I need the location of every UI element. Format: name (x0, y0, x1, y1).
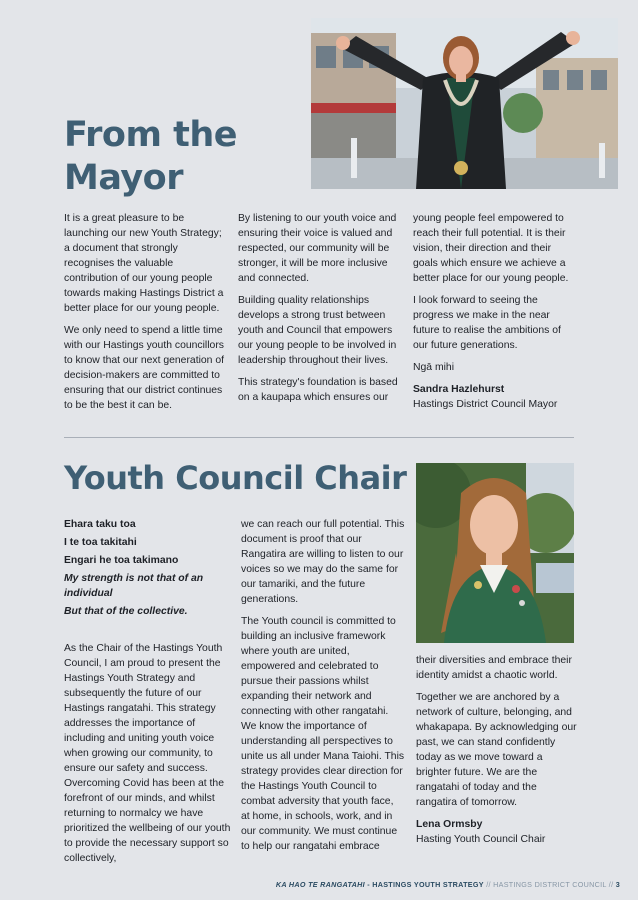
page-number: 3 (615, 880, 620, 889)
youth-paragraph: As the Chair of the Hastings Youth Council, I am proud to present the Hastings Youth Strategy and subsequently the future of our Hastings rangatahi. This strategy addresses the importance of including and uniting youth voice when growing our community, to ensure our safety and success. Overcoming Covid has been at the forefront of our minds, and whilst returning to normalcy we have prioritized the wellbeing of our youth to provide the necessary support so collectively, (64, 643, 231, 864)
proverb-line: Ehara taku toa (64, 519, 136, 530)
translation-line: But that of the collective. (64, 606, 188, 617)
mayor-column-3 (413, 211, 578, 412)
footer-strategy-subtitle: - HASTINGS YOUTH STRATEGY (367, 880, 484, 889)
mayor-photo (311, 18, 618, 189)
mayor-paragraph: This strategy's foundation is based on a kaupapa which ensures our (238, 377, 398, 403)
footer-separator: // (486, 880, 491, 889)
proverb-block (64, 517, 236, 619)
youth-paragraph: their diversities and embrace their identity amidst a chaotic world. (416, 655, 572, 681)
proverb-line: I te toa takitahi (64, 537, 137, 548)
translation-line: My strength is not that of an individual (64, 573, 204, 599)
footer-council-name: HASTINGS DISTRICT COUNCIL (493, 880, 607, 889)
page-footer (276, 880, 620, 889)
mayor-signoff: Ngā mihi (413, 362, 454, 373)
mayor-column-1 (64, 211, 228, 420)
section-divider (64, 437, 574, 438)
footer-separator: // (608, 880, 614, 889)
mayor-heading-line2: Mayor (64, 158, 183, 198)
footer-strategy-name: KA HAO TE RANGATAHI (275, 880, 365, 889)
youth-column-3 (416, 653, 578, 847)
mayor-paragraph: young people feel empowered to reach their full potential. It is their vision, their direction and their goals which ensure we achieve a better place for our young people. (413, 213, 569, 284)
mayor-paragraph: It is a great pleasure to be launching our new Youth Strategy; a document that strongly recognises the valuable contribution of our young people towards making Hastings District a better place for our young people. (64, 213, 224, 314)
youth-paragraph: The Youth council is committed to building an inclusive framework where youth are united, empowered and celebrated to pursue their passions whilst expanding their network and connecting with other rangatahi. We know the importance of understanding all perspectives to unite us all under Mana Taiohi. This strategy provides clear direction for the Hastings Youth Council to combat adversity that youth face, at home, in schools, work, and in our community. We must continue to help our rangatahi embrace (241, 616, 405, 852)
youth-chair-name: Lena Ormsby (416, 819, 483, 830)
proverb-line: Engari he toa takimano (64, 555, 179, 566)
mayor-name: Sandra Hazlehurst (413, 384, 505, 395)
youth-paragraph: we can reach our full potential. This document is proof that our Rangatira are willing to listen to our voices so we may do the same for our tamariki, and the future generations. (241, 519, 405, 605)
youth-chair-photo (416, 463, 574, 643)
youth-column-1 (64, 517, 236, 873)
youth-paragraph: Together we are anchored by a network of culture, belonging, and whakapapa. By acknowledging our past, we can stand confidently today as we move toward a brighter future. We are the rangatahi of today and the rangatira of tomorrow. (416, 692, 577, 808)
mayor-role: Hastings District Council Mayor (413, 399, 558, 410)
mayor-heading (64, 114, 237, 200)
youth-column-2 (241, 517, 405, 861)
mayor-paragraph: By listening to our youth voice and ensuring their voice is valued and respected, our community will be stronger, it will be more inclusive and connected. (238, 213, 397, 284)
mayor-paragraph: We only need to spend a little time with our Hastings youth councillors to know that our next generation of decision-makers are committed to ensuring that our district continues to be the best it can be. (64, 325, 225, 411)
mayor-paragraph: I look forward to seeing the progress we make in the near future to realise the ambitions of our future generations. (413, 295, 561, 351)
youth-chair-role: Hasting Youth Council Chair (416, 834, 546, 845)
mayor-paragraph: Building quality relationships develops a strong trust between youth and Council that empowers our young people to be involved in leadership throughout their lives. (238, 295, 397, 366)
mayor-heading-line1: From the (64, 115, 238, 155)
youth-heading: Youth Council Chair (64, 459, 407, 497)
mayor-column-2 (238, 211, 400, 412)
